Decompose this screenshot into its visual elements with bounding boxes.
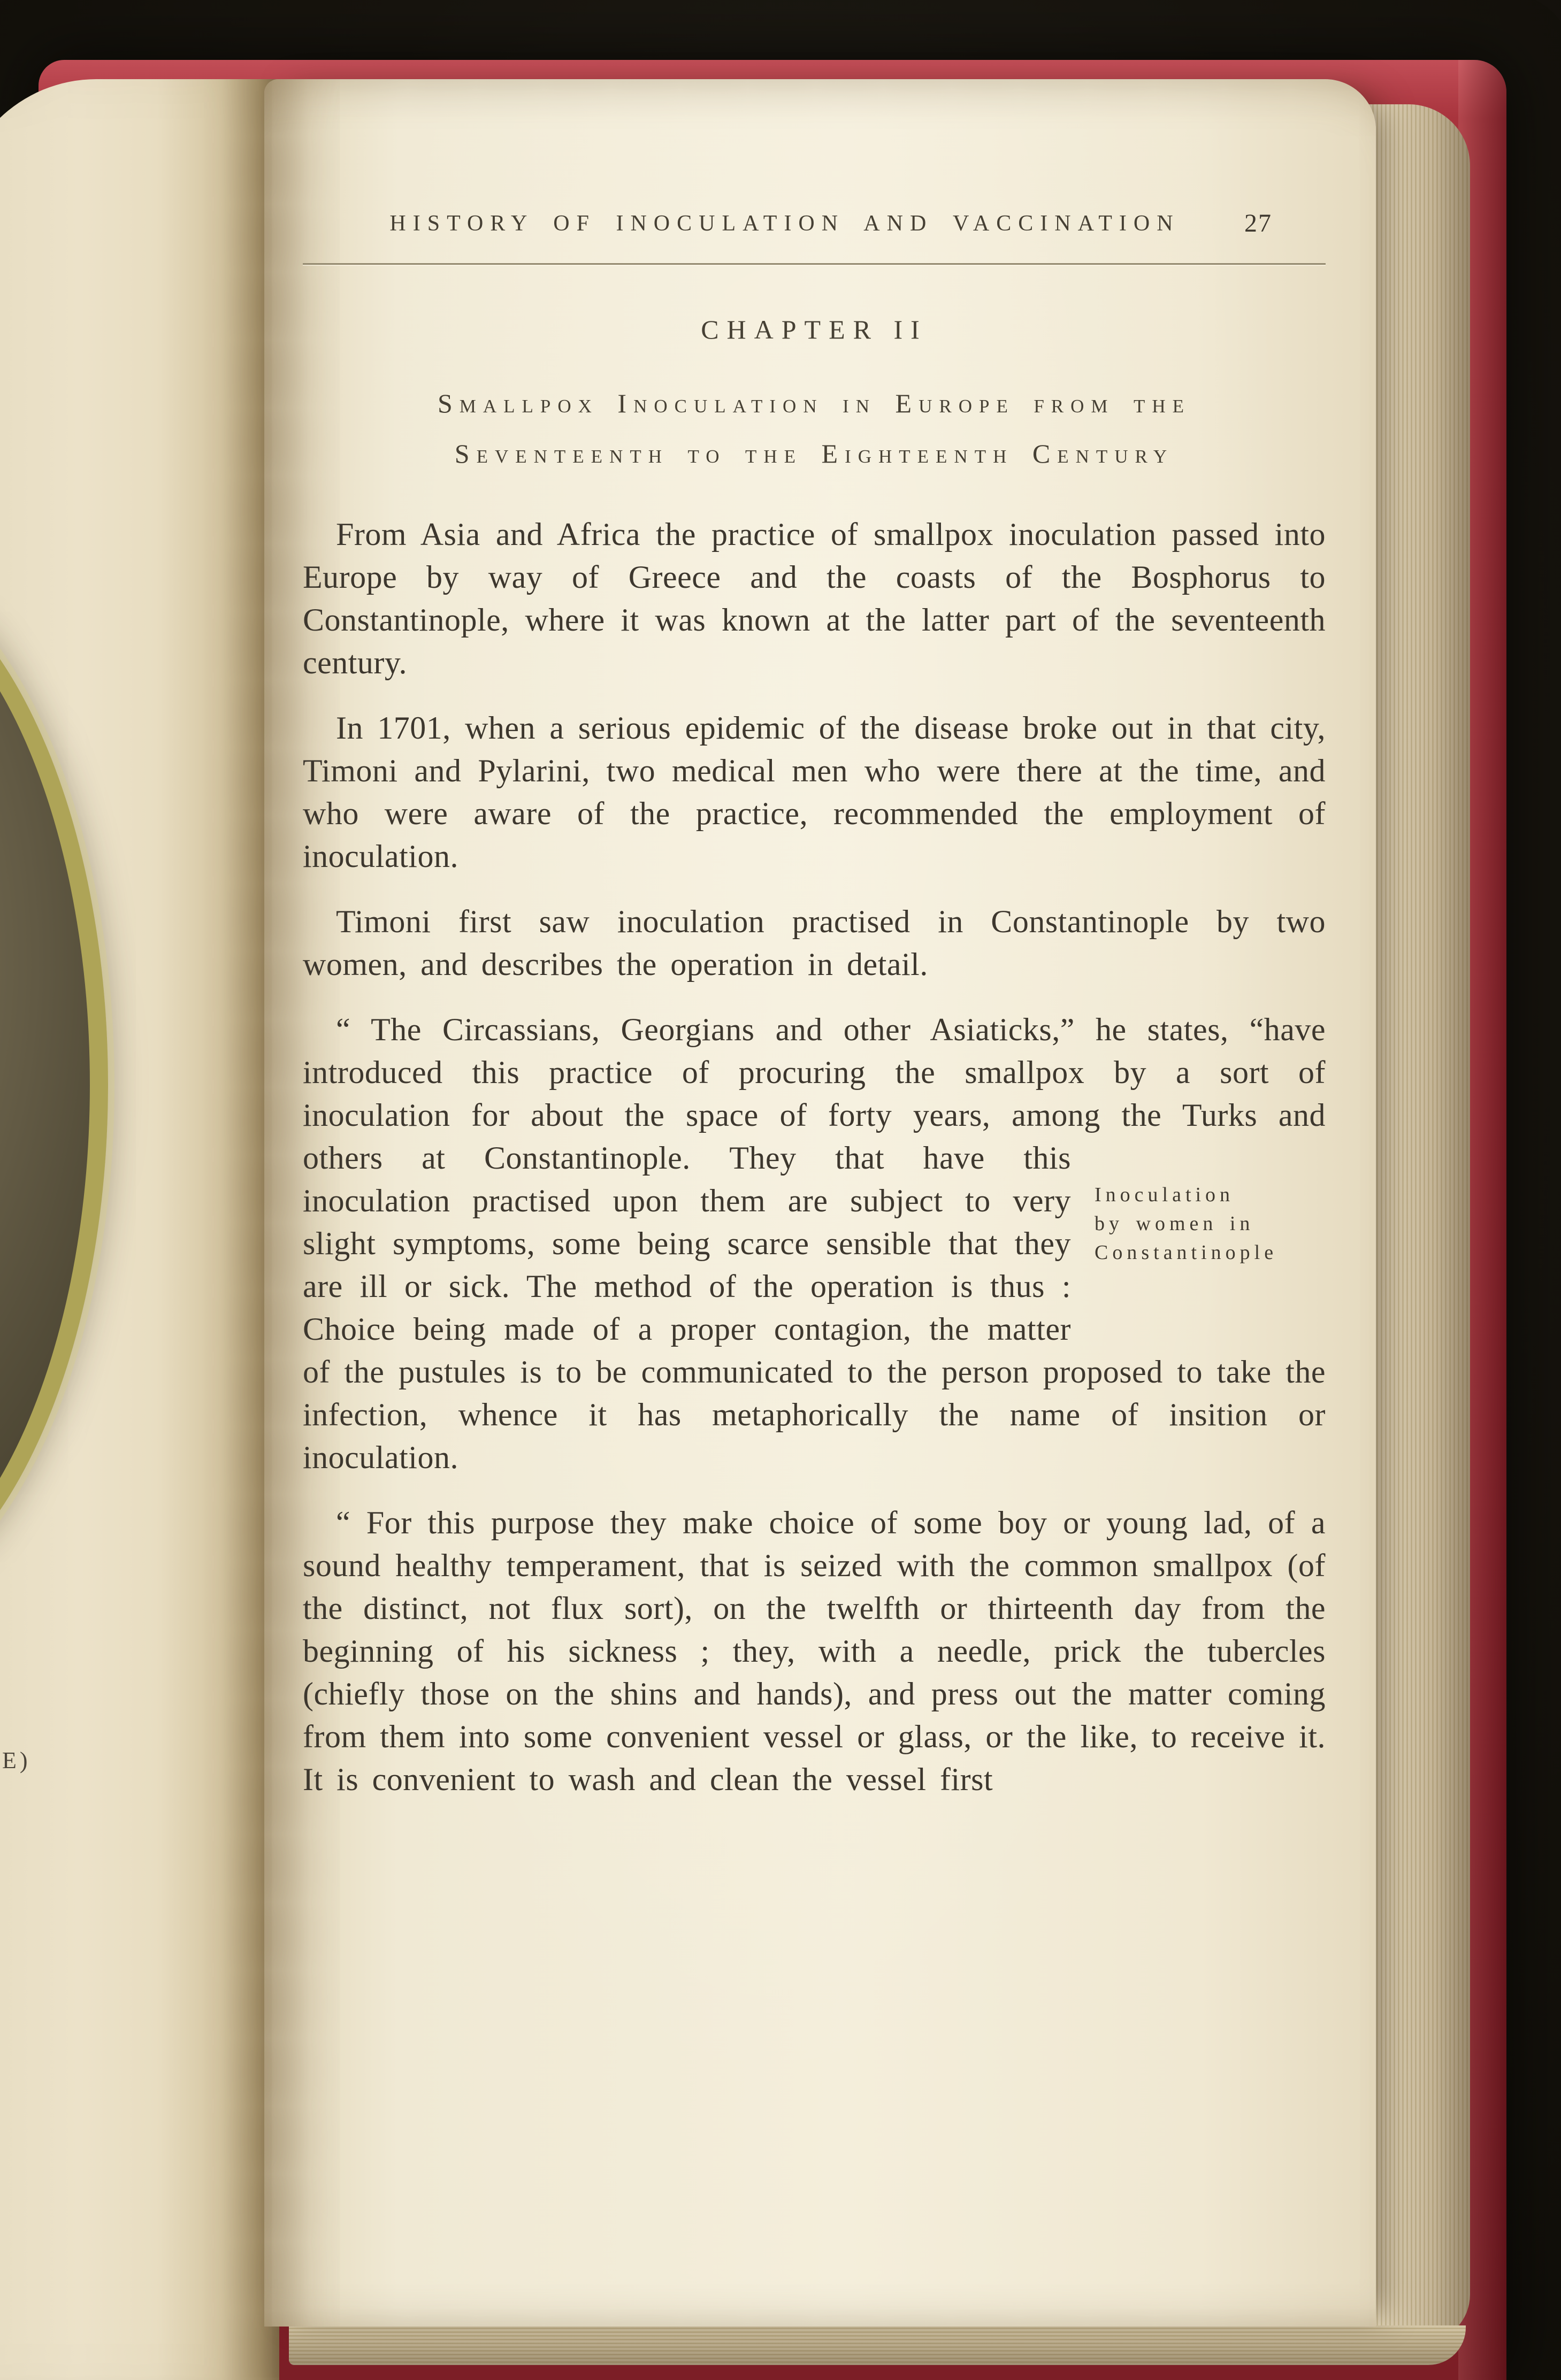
- paragraph-1: From Asia and Africa the practice of smallpox inoculation passed into Europe by way of Greece and the coasts of the Bosphorus to Constantinople, where it was known at the latter part of the seventeenth century.: [303, 517, 1326, 680]
- marginal-note: [1095, 1141, 1326, 1307]
- paragraph-5: “ For this purpose they make choice of some boy or young lad, of a sound healthy temperament, that is seized with the common smallpox (of the distinct, not flux sort), on the twelfth or thirteenth day from the beginning of his sickness ; they, with a needle, prick the tubercles (chiefly those on the shins and hands), and press out the matter coming from them into some convenient vessel or glass, or the like, to receive it. It is convenient to wash and clean the vessel first: [303, 1505, 1326, 1797]
- chapter-subtitle-line-1: Smallpox Inoculation in Europe from the: [437, 388, 1191, 418]
- marginal-note-line-1: Inoculation: [1095, 1184, 1235, 1206]
- plate-image: [0, 553, 108, 1616]
- bottom-edge-page-stack: [289, 2325, 1466, 2365]
- paragraph-3: Timoni first saw inoculation practised in Constantinople by two women, and describes the operation in detail.: [303, 904, 1326, 982]
- chapter-subtitle: [303, 378, 1326, 479]
- left-page-caption-fragment: E): [2, 1747, 31, 1774]
- header-rule: [303, 263, 1326, 265]
- marginal-note-line-3: Constantinople: [1095, 1241, 1278, 1264]
- paragraph-2: In 1701, when a serious epidemic of the disease broke out in that city, Timoni and Pylarini, two medical men who were there at the time, and who were aware of the practice, recommended the employment of inoculation.: [303, 710, 1326, 874]
- paragraph-4-part-2: They that have this inoculation practised upon them are subject to very slight symptoms, some being scarce sensible that they are ill or sick. The method of the operation is thus : Choice being made of a proper contagion, the matter of the pustules is to be communicated to the person proposed to take the infection, whence it has metaphorically the name of insition or inoculation.: [303, 1140, 1326, 1475]
- fore-edge-page-stack: [1365, 104, 1470, 2343]
- right-page: [264, 79, 1376, 2327]
- running-header-title: HISTORY OF INOCULATION AND VACCINATION: [389, 211, 1180, 236]
- paragraph-4: [303, 1008, 1326, 1479]
- marginal-note-line-2: by women in: [1095, 1212, 1254, 1235]
- left-page: [0, 79, 279, 2380]
- chapter-title: CHAPTER II: [701, 314, 928, 344]
- page-number: 27: [1244, 209, 1272, 237]
- page-content: [303, 79, 1326, 1801]
- running-header: [303, 211, 1326, 242]
- chapter-subtitle-line-2: Seventeenth to the Eighteenth Century: [454, 439, 1174, 469]
- paragraph-4-part-1: “ The Circassians, Georgians and other Asiaticks,” he states, “have introduced this practice of procuring the smallpox by a sort of inoculation for about the space of forty years, among the Turks and others at Constantinople.: [303, 1012, 1326, 1176]
